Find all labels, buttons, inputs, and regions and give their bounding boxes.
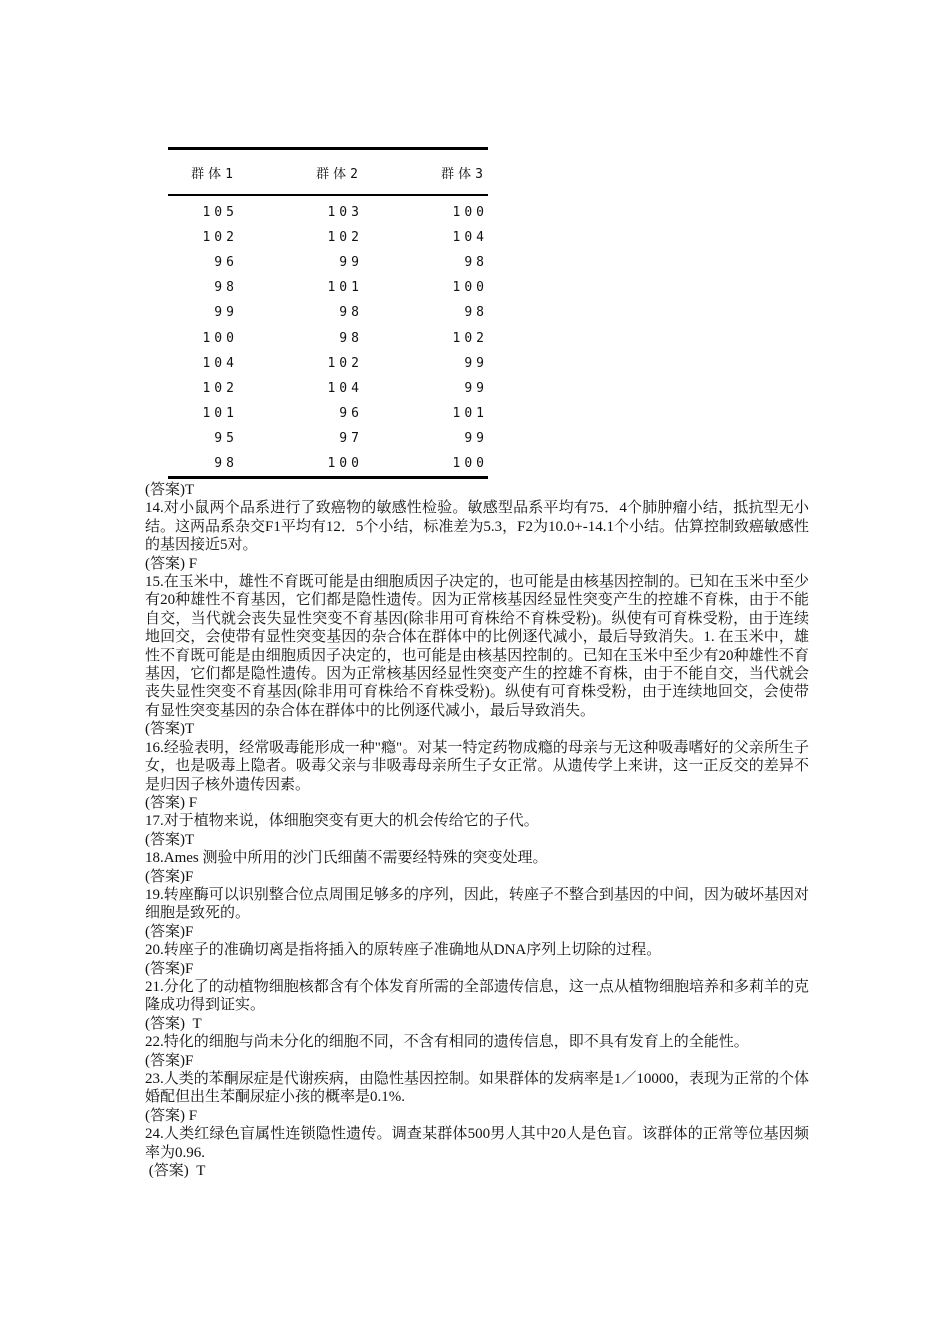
table-cell: 100 — [202, 330, 238, 346]
header-population-2: 群体2 — [316, 166, 362, 182]
question-text: 24.人类红绿色盲属性连锁隐性遗传。调查某群体500男人其中20人是色盲。该群体的正常等位基因频率为0.96. — [145, 1126, 809, 1161]
answer-label: (答案) F — [145, 555, 198, 572]
question-text: 20.转座子的准确切离是指将插入的原转座子准确地从DNA序列上切除的过程。 — [145, 942, 662, 959]
table-cell: 99 — [464, 430, 488, 446]
table-cell: 103 — [327, 205, 363, 221]
question-text: 23.人类的苯酮尿症是代谢疾病，由隐性基因控制。如果群体的发病率是1／10000，表现为正常的个体婚配但出生苯酮尿症小孩的概率是0.1%. — [145, 1071, 809, 1106]
table-cell: 100 — [452, 205, 488, 221]
answer-label: (答案) F — [145, 794, 198, 811]
table-cell: 98 — [339, 305, 363, 321]
header-population-1: 群体1 — [191, 166, 237, 182]
answer-label: (答案) T — [145, 1163, 206, 1180]
answer-label: (答案)T — [145, 721, 195, 738]
table-row — [168, 275, 488, 300]
table-cell: 98 — [464, 305, 488, 321]
table-cell: 95 — [214, 430, 238, 446]
table-row — [168, 325, 488, 350]
table-cell: 100 — [452, 455, 488, 471]
table-cell: 98 — [339, 330, 363, 346]
table-row — [168, 250, 488, 275]
table-cell: 102 — [202, 380, 238, 396]
table-cell: 99 — [214, 305, 238, 321]
question-text: 17.对于植物来说，体细胞突变有更大的机会传给它的子代。 — [145, 813, 539, 830]
table-cell: 100 — [452, 280, 488, 296]
question-text: 18.Ames 测验中所用的沙门氏细菌不需要经特殊的突变处理。 — [145, 850, 548, 867]
table-cell: 98 — [464, 255, 488, 271]
table-cell: 102 — [327, 355, 363, 371]
table-cell: 99 — [464, 380, 488, 396]
table-cell: 99 — [464, 355, 488, 371]
question-text: 19.转座酶可以识别整合位点周围足够多的序列，因此，转座子不整合到基因的中间，因为破坏基因对细胞是致死的。 — [145, 886, 809, 922]
population-data-table — [168, 147, 488, 479]
answer-label: (答案)F — [145, 960, 194, 977]
table-cell: 104 — [452, 230, 488, 246]
table-cell: 99 — [339, 255, 363, 271]
answer-label: (答案) T — [145, 1015, 202, 1032]
data-table-container — [168, 147, 488, 479]
table-row — [168, 351, 488, 376]
table-cell: 104 — [202, 355, 238, 371]
table-cell: 104 — [327, 380, 363, 396]
table-row — [168, 426, 488, 451]
table-row — [168, 401, 488, 426]
table-cell: 101 — [327, 280, 363, 296]
answer-label: (答案)F — [145, 923, 194, 940]
question-text: 15.在玉米中，雄性不育既可能是由细胞质因子决定的，也可能是由核基因控制的。已知在玉米中至少有20种雄性不育基因，它们都是隐性遗传。因为正常核基因经显性突变产生的控雄不育株，由于不能自交，当代就会丧失显性突变不育基因(除非用可育株给不育株受粉)。纵使有可育株受粉，由于连续地回交，会使带有显性突变基因的杂合体在群体中的比例逐代减小，最后导致消失。1. 在玉米中，雄性不育既可能是由细胞质因子决定的，也可能是由核基因控制的。已知在玉米中至少有20种雄性不育基因，它们都是隐性遗传。因为正常核基因经显性突变产生的控雄不育株，由于不能自交，当代就会丧失显性突变不育基因(除非用可育株给不育株受粉)。纵使有可育株受粉，由于连续地回交，会使带有显性突变基因的杂合体在群体中的比例逐代减小，最后导致消失。 — [145, 574, 809, 719]
answer-label: (答案) F — [145, 1107, 198, 1124]
table-cell: 102 — [327, 230, 363, 246]
table-cell: 102 — [452, 330, 488, 346]
header-population-3: 群体3 — [441, 166, 487, 182]
table-cell: 96 — [339, 405, 363, 421]
answer-label: (答案)F — [145, 1052, 194, 1069]
question-text: 22.特化的细胞与尚未分化的细胞不同，不含有相同的遗传信息，即不具有发育上的全能性。 — [145, 1034, 749, 1051]
table-cell: 101 — [452, 405, 488, 421]
table-cell: 101 — [202, 405, 238, 421]
table-row — [168, 195, 488, 225]
answer-label: (答案)T — [145, 831, 195, 848]
table-row — [168, 225, 488, 250]
table-row — [168, 300, 488, 325]
table-cell: 98 — [214, 455, 238, 471]
question-text: 21.分化了的动植物细胞核都含有个体发育所需的全部遗传信息，这一点从植物细胞培养和多莉羊的克隆成功得到证实。 — [145, 978, 809, 1014]
table-cell: 105 — [202, 205, 238, 221]
table-cell: 97 — [339, 430, 363, 446]
table-cell: 96 — [214, 255, 238, 271]
table-cell: 98 — [214, 280, 238, 296]
table-header-row — [168, 149, 488, 196]
table-cell: 102 — [202, 230, 238, 246]
table-row — [168, 451, 488, 478]
question-list — [145, 481, 809, 1180]
question-text: 16.经验表明，经常吸毒能形成一种"瘾"。对某一特定药物成瘾的母亲与无这种吸毒嗜好的父亲所生子女，也是吸毒上隐者。吸毒父亲与非吸毒母亲所生子女正常。从遗传学上来讲，这一正反交的差异不是归因子核外遗传因素。 — [145, 739, 809, 793]
table-row — [168, 376, 488, 401]
question-text: 14.对小鼠两个品系进行了致癌物的敏感性检验。敏感型品系平均有75．4个肺肿瘤小结，抵抗型无小结。这两品系杂交F1平均有12．5个小结，标准差为5.3，F2为10.0+-14.1个小结。估算控制致癌敏感性的基因接近5对。 — [145, 500, 809, 554]
table-body — [168, 195, 488, 478]
answer-label: (答案)F — [145, 868, 194, 885]
answer-label: (答案)T — [145, 482, 195, 498]
table-cell: 100 — [327, 455, 363, 471]
